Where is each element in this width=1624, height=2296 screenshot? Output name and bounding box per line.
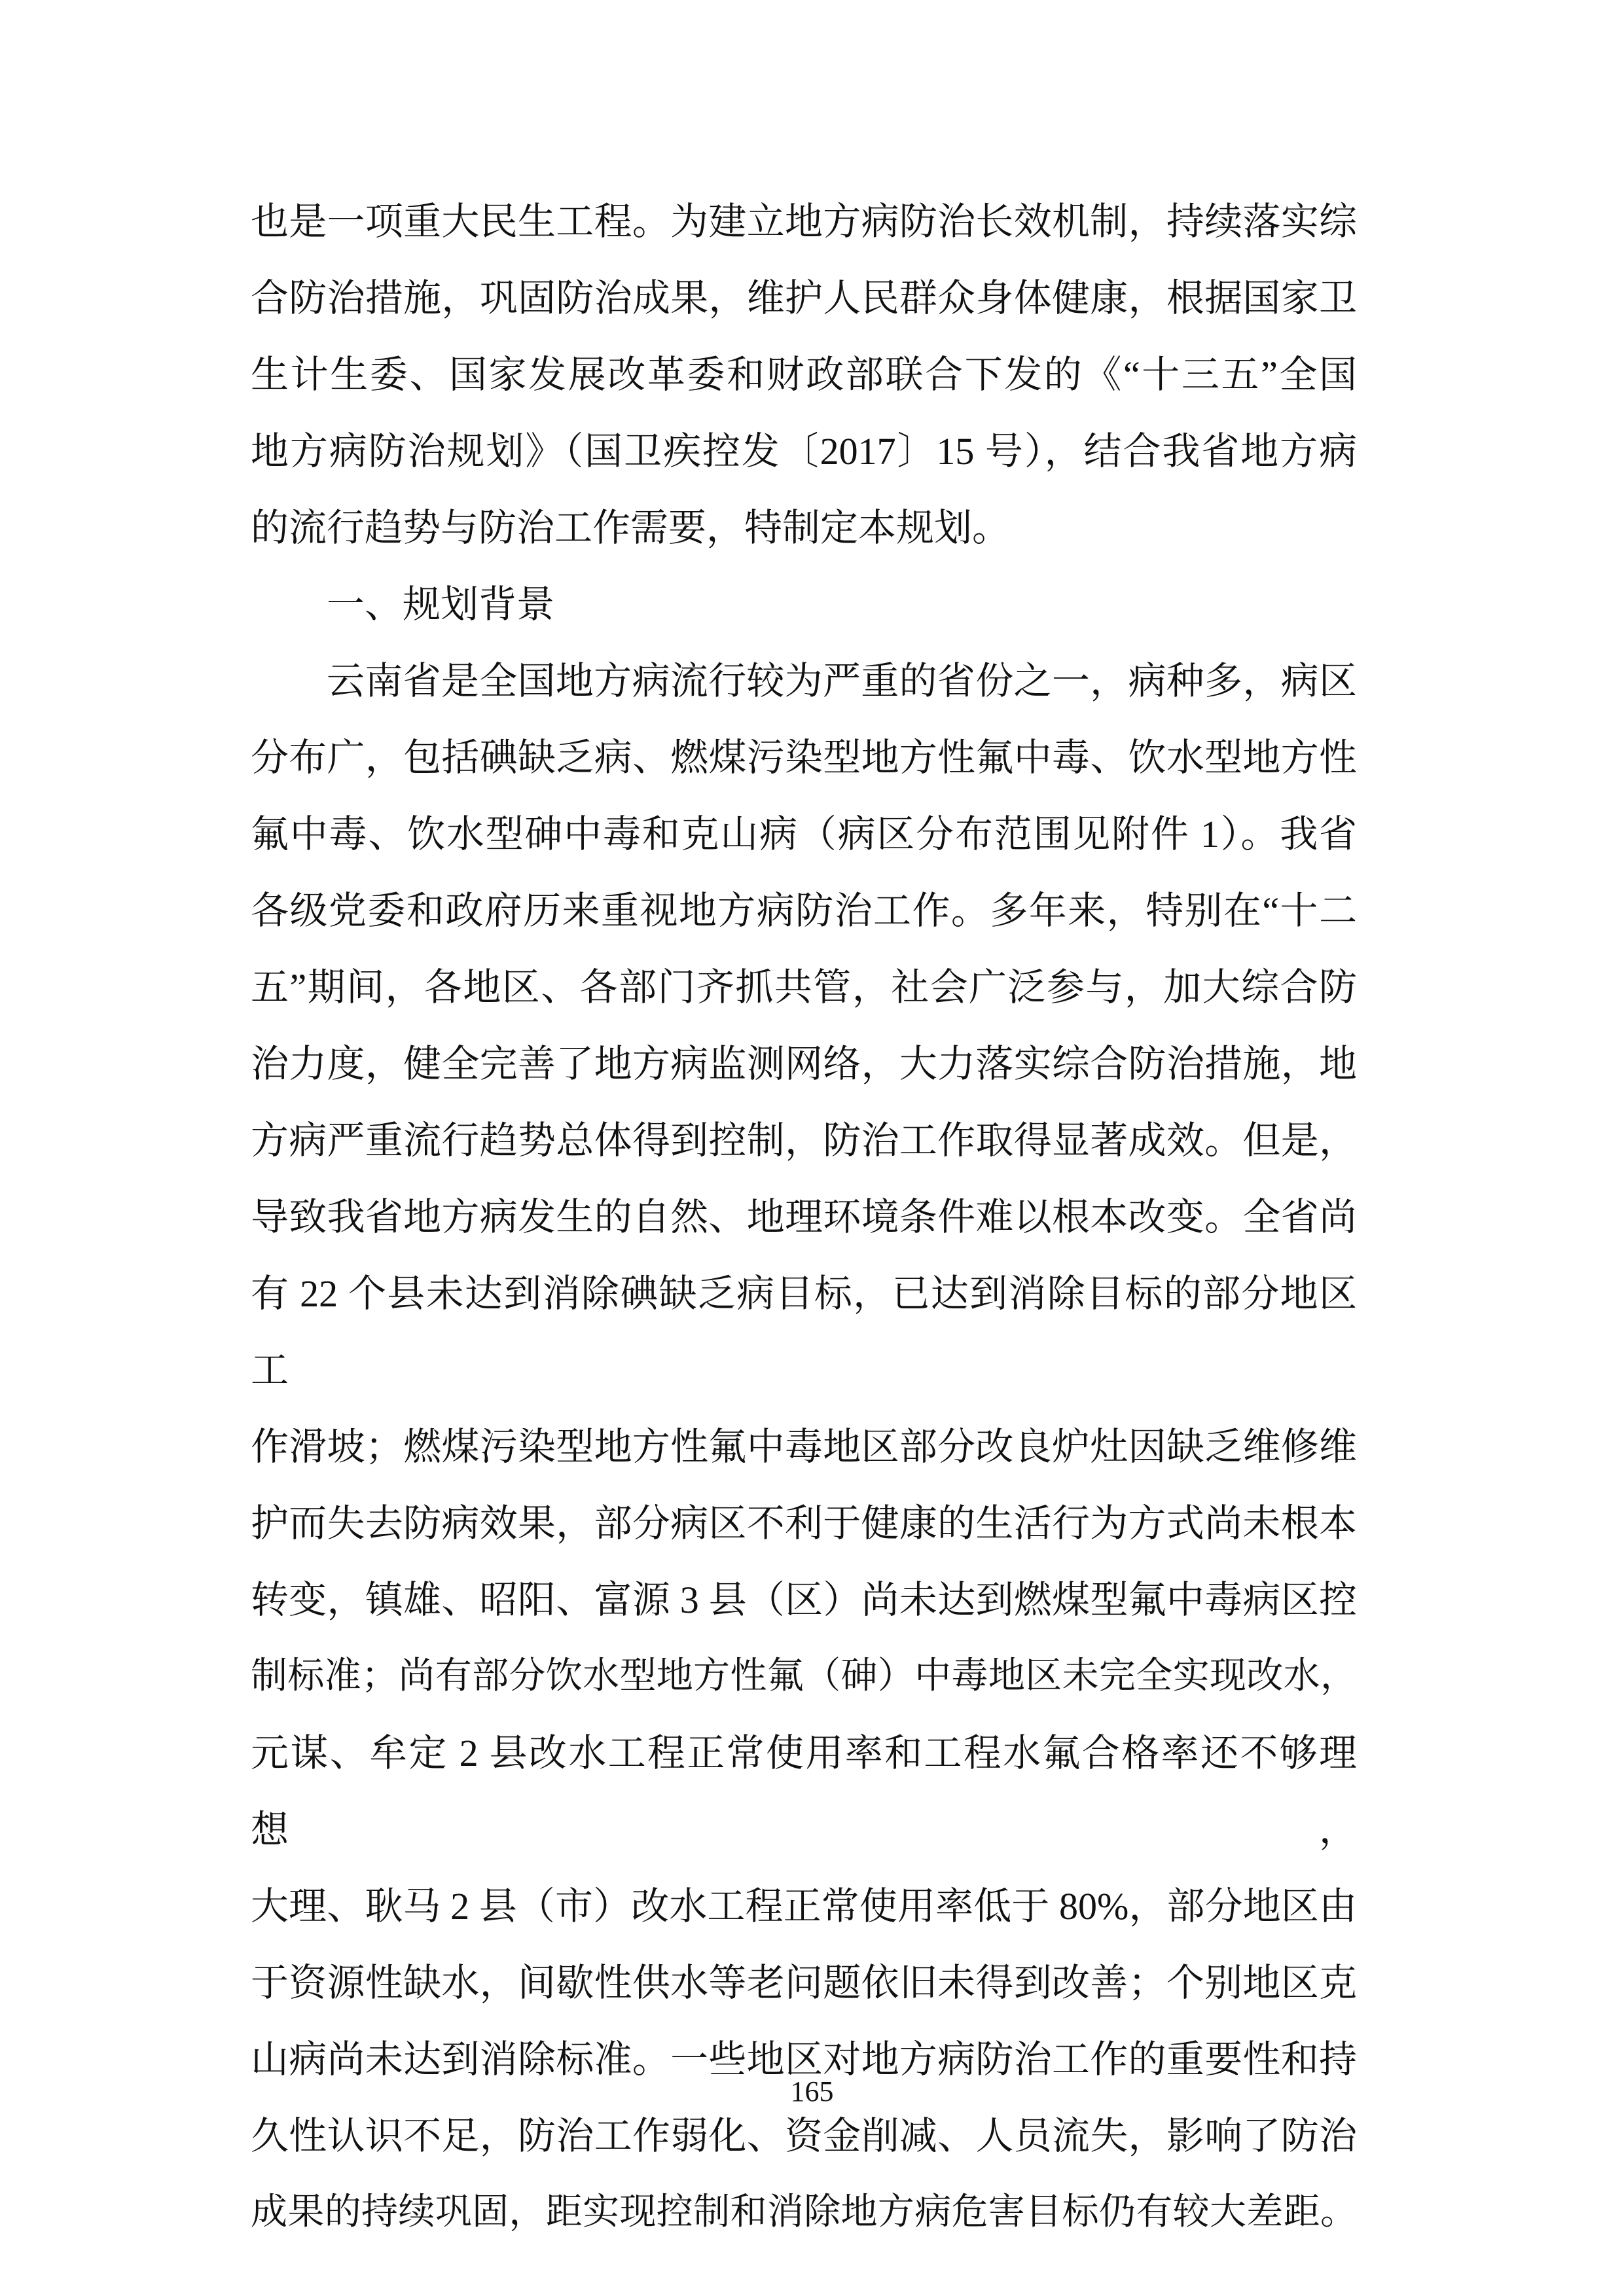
body-line: 于资源性缺水，间歇性供水等老问题依旧未得到改善；个别地区克 <box>251 1962 1357 2004</box>
body-line: 治力度，健全完善了地方病监测网络，大力落实综合防治措施，地 <box>251 1043 1357 1085</box>
body-line: 作滑坡；燃煤污染型地方性氟中毒地区部分改良炉灶因缺乏维修维 <box>251 1426 1357 1468</box>
body-line: 有 22 个县未达到消除碘缺乏病目标，已达到消除目标的部分地区工 <box>251 1272 1357 1391</box>
body-line: 也是一项重大民生工程。为建立地方病防治长效机制，持续落实综 <box>251 200 1357 243</box>
body-line: 生计生委、国家发展改革委和财政部联合下发的《“十三五”全国 <box>251 353 1357 396</box>
body-line: 地方病防治规划》（国卫疾控发〔2017〕15 号），结合我省地方病 <box>251 430 1357 473</box>
body-line: 转变，镇雄、昭阳、富源 3 县（区）尚未达到燃煤型氟中毒病区控 <box>251 1579 1357 1621</box>
page-number: 165 <box>790 2075 834 2108</box>
body-line: 合防治措施，巩固防治成果，维护人民群众身体健康，根据国家卫 <box>251 277 1357 319</box>
body-line: 久性认识不足，防治工作弱化、资金削减、人员流失，影响了防治 <box>251 2115 1357 2157</box>
body-line: 方病严重流行趋势总体得到控制，防治工作取得显著成效。但是， <box>251 1119 1357 1162</box>
body-line: 护而失去防病效果，部分病区不利于健康的生活行为方式尚未根本 <box>251 1502 1357 1545</box>
body-line: 分布广，包括碘缺乏病、燃煤污染型地方性氟中毒、饮水型地方性 <box>251 736 1357 779</box>
body-line: 山病尚未达到消除标准。一些地区对地方病防治工作的重要性和持 <box>251 2038 1357 2081</box>
document-body <box>251 183 1357 2251</box>
body-line: 的流行趋势与防治工作需要，特制定本规划。 <box>251 507 1011 549</box>
body-line: 元谋、牟定 2 县改水工程正常使用率和工程水氟合格率还不够理想， <box>251 1732 1357 1851</box>
body-line: 大理、耿马 2 县（市）改水工程正常使用率低于 80%，部分地区由 <box>251 1885 1357 1928</box>
body-line: 各级党委和政府历来重视地方病防治工作。多年来，特别在“十二 <box>251 889 1357 932</box>
section-heading: 一、规划背景 <box>327 583 555 626</box>
body-line: 成果的持续巩固，距实现控制和消除地方病危害目标仍有较大差距。 <box>251 2192 1357 2233</box>
body-line: 制标准；尚有部分饮水型地方性氟（砷）中毒地区未完全实现改水， <box>251 1656 1357 1696</box>
body-line: 云南省是全国地方病流行较为严重的省份之一，病种多，病区 <box>327 660 1357 702</box>
body-line: 氟中毒、饮水型砷中毒和克山病（病区分布范围见附件 1）。我省 <box>251 813 1357 855</box>
body-line: 五”期间，各地区、各部门齐抓共管，社会广泛参与，加大综合防 <box>251 966 1357 1009</box>
body-line: 导致我省地方病发生的自然、地理环境条件难以根本改变。全省尚 <box>251 1196 1357 1238</box>
